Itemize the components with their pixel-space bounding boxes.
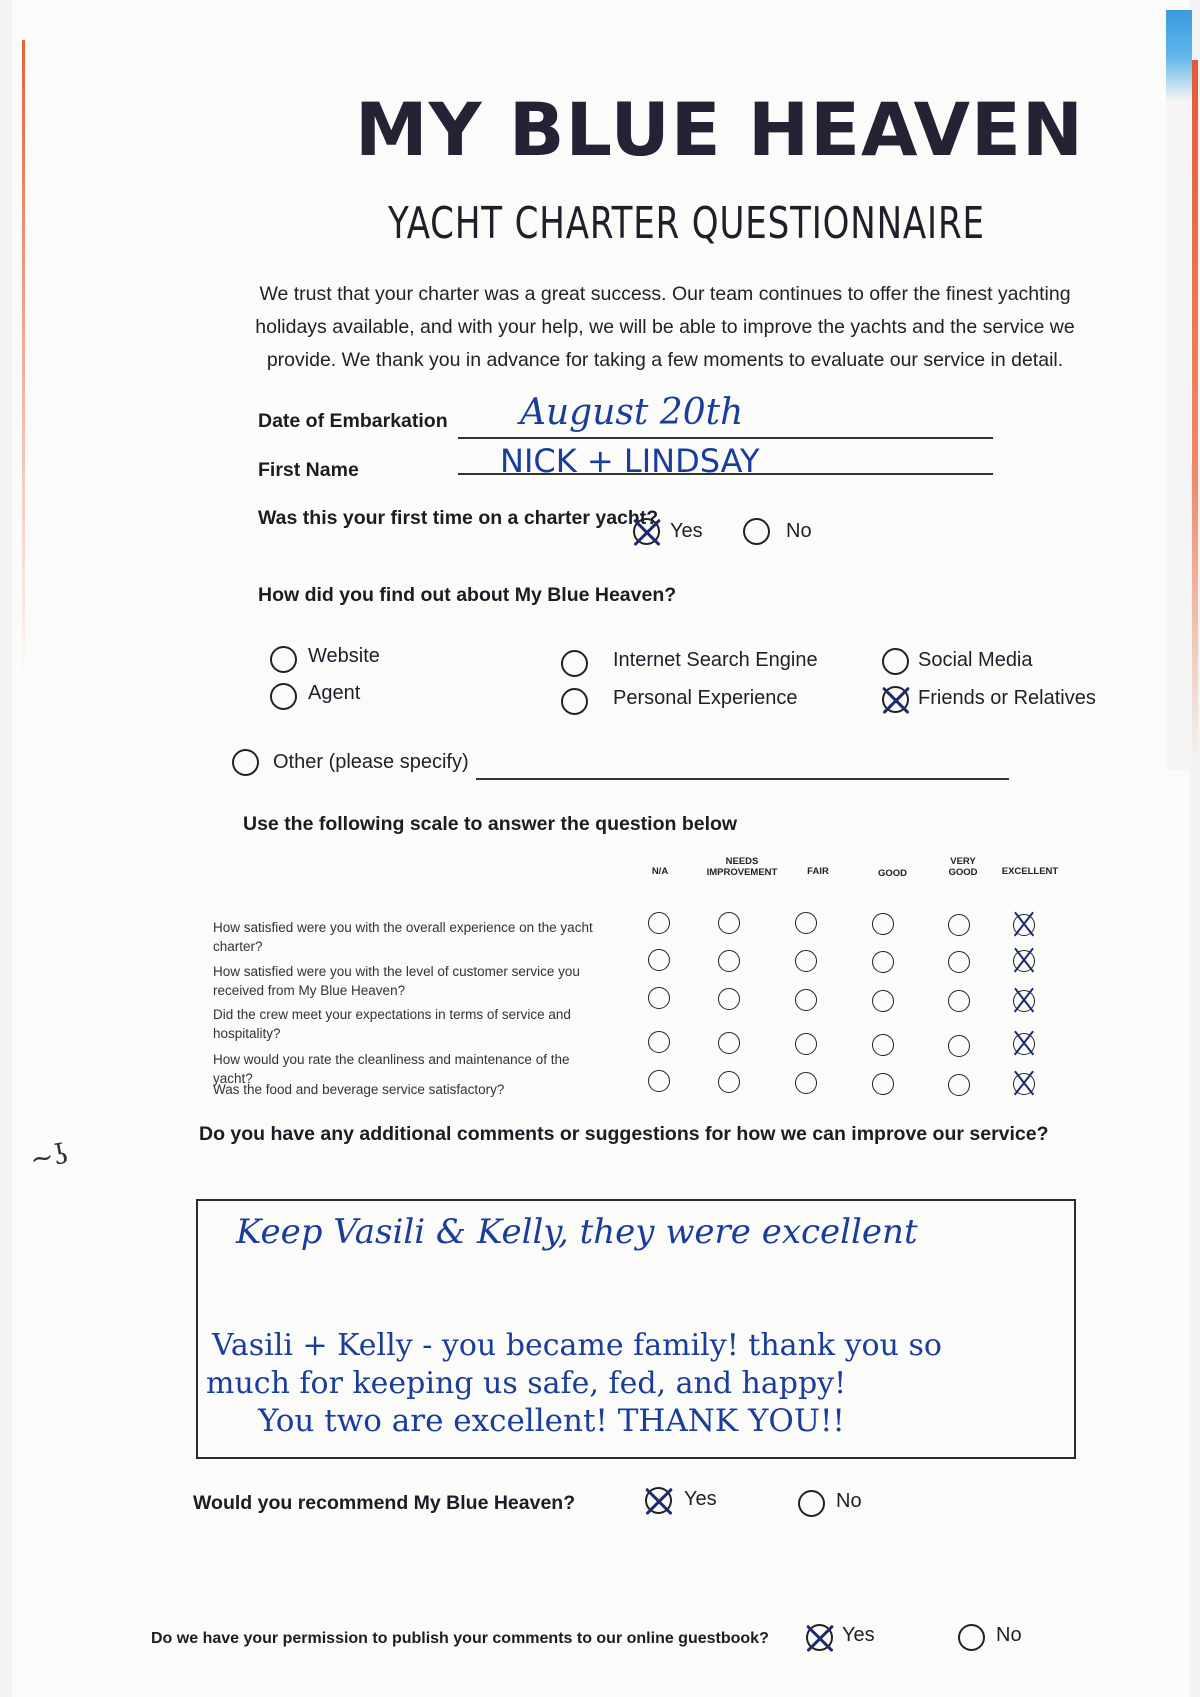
scale-question-4: How would you rate the cleanliness and maintenance of the yacht?: [213, 1052, 570, 1086]
source-website-radio[interactable]: [270, 646, 297, 673]
recommend-no-label: No: [836, 1490, 862, 1512]
first-time-no-radio[interactable]: [743, 518, 770, 545]
page-edge-right: [1166, 10, 1192, 770]
q5-very-good-radio[interactable]: [948, 1074, 970, 1096]
publish-no-label: No: [996, 1624, 1022, 1646]
q3-needs-improvement-radio[interactable]: [718, 988, 740, 1010]
recommend-no-radio[interactable]: [798, 1490, 825, 1517]
first-time-question: Was this your first time on a charter yacht?: [258, 507, 659, 529]
source-social-label: Social Media: [918, 649, 1033, 671]
q3-good-radio[interactable]: [872, 990, 894, 1012]
source-agent-label: Agent: [308, 682, 361, 704]
source-personal-label: Personal Experience: [613, 687, 798, 709]
q2-needs-improvement-radio[interactable]: [718, 950, 740, 972]
scale-header-very-good: VERY GOOD: [948, 856, 978, 878]
source-agent-radio[interactable]: [270, 683, 297, 710]
q3-fair-radio[interactable]: [795, 989, 817, 1011]
margin-scribble: ~ʖ: [27, 1136, 72, 1177]
q2-very-good-radio[interactable]: [948, 951, 970, 973]
publish-yes-label: Yes: [842, 1624, 875, 1646]
recommend-question: Would you recommend My Blue Heaven?: [193, 1492, 576, 1514]
first-time-yes-radio[interactable]: [633, 518, 660, 545]
source-search-radio[interactable]: [561, 650, 588, 677]
source-question: How did you find out about My Blue Heaven?: [258, 584, 677, 606]
publish-yes-radio[interactable]: [806, 1624, 833, 1651]
source-other-label: Other (please specify): [273, 751, 469, 773]
q4-good-radio[interactable]: [872, 1034, 894, 1056]
q1-good-radio[interactable]: [872, 913, 894, 935]
comment-line-4: You two are excellent! THANK YOU!!: [258, 1403, 845, 1439]
name-label: First Name: [258, 459, 359, 481]
q5-needs-improvement-radio[interactable]: [718, 1071, 740, 1093]
page-edge-left: [22, 40, 25, 680]
other-specify-line[interactable]: [476, 778, 1009, 780]
first-time-no-label: No: [786, 520, 812, 542]
q3-na-radio[interactable]: [648, 987, 670, 1009]
scale-question-2: How satisfied were you with the level of customer service you received from My Blue Heaven?: [213, 964, 580, 998]
source-personal-radio[interactable]: [561, 688, 588, 715]
recommend-yes-radio[interactable]: [645, 1487, 672, 1514]
q1-needs-improvement-radio[interactable]: [718, 912, 740, 934]
scale-header-fair: FAIR: [807, 866, 829, 877]
q3-excellent-radio[interactable]: [1013, 990, 1035, 1012]
comment-line-1: Keep Vasili & Kelly, they were excellent: [236, 1212, 918, 1252]
q1-fair-radio[interactable]: [795, 912, 817, 934]
q5-excellent-radio[interactable]: [1013, 1073, 1035, 1095]
q4-excellent-radio[interactable]: [1013, 1033, 1035, 1055]
date-line: [458, 437, 993, 439]
page-edge-red: [1192, 60, 1198, 760]
comment-line-2: Vasili + Kelly - you became family! thank you so: [212, 1328, 942, 1363]
q4-very-good-radio[interactable]: [948, 1035, 970, 1057]
q5-good-radio[interactable]: [872, 1073, 894, 1095]
q1-na-radio[interactable]: [648, 912, 670, 934]
q4-na-radio[interactable]: [648, 1031, 670, 1053]
intro-paragraph: We trust that your charter was a great success. Our team continues to offer the finest yachting holidays available, and with your help, we will be able to improve the yachts and the service we provide. We thank you in advance for taking a few moments to evaluate our service in detail.: [255, 283, 1075, 371]
form-subtitle: YACHT CHARTER QUESTIONNAIRE: [388, 198, 985, 249]
source-social-radio[interactable]: [882, 648, 909, 675]
scale-question-1: How satisfied were you with the overall experience on the yacht charter?: [213, 920, 593, 954]
source-friends-radio[interactable]: [882, 686, 909, 713]
scale-question-5: Was the food and beverage service satisfactory?: [213, 1082, 505, 1097]
q2-na-radio[interactable]: [648, 949, 670, 971]
scale-instruction: Use the following scale to answer the question below: [243, 813, 738, 835]
q1-very-good-radio[interactable]: [948, 914, 970, 936]
comments-question: Do you have any additional comments or suggestions for how we can improve our service?: [199, 1123, 1049, 1145]
q1-excellent-radio[interactable]: [1013, 914, 1035, 936]
first-time-yes-label: Yes: [670, 520, 703, 542]
recommend-yes-label: Yes: [684, 1488, 717, 1510]
source-search-label: Internet Search Engine: [613, 649, 818, 671]
date-field[interactable]: August 20th: [520, 392, 744, 433]
q3-very-good-radio[interactable]: [948, 990, 970, 1012]
q5-na-radio[interactable]: [648, 1070, 670, 1092]
q2-excellent-radio[interactable]: [1013, 950, 1035, 972]
source-website-label: Website: [308, 645, 380, 667]
comment-line-3: much for keeping us safe, fed, and happy!: [206, 1366, 847, 1401]
date-label: Date of Embarkation: [258, 410, 448, 432]
source-friends-label: Friends or Relatives: [918, 687, 1096, 709]
scale-header-good: GOOD: [877, 868, 908, 879]
q4-needs-improvement-radio[interactable]: [718, 1032, 740, 1054]
name-field[interactable]: NICK + LINDSAY: [500, 442, 760, 480]
q2-fair-radio[interactable]: [795, 950, 817, 972]
scale-question-3: Did the crew meet your expectations in terms of service and hospitality?: [213, 1007, 571, 1041]
scale-header-needs-improvement: NEEDS IMPROVEMENT: [706, 856, 778, 878]
scale-header-na: N/A: [651, 866, 669, 877]
q4-fair-radio[interactable]: [795, 1033, 817, 1055]
brand-title: MY BLUE HEAVEN: [355, 88, 1084, 173]
publish-question: Do we have your permission to publish your comments to our online guestbook?: [151, 1630, 769, 1647]
q2-good-radio[interactable]: [872, 951, 894, 973]
scale-header-excellent: EXCELLENT: [1001, 866, 1059, 877]
publish-no-radio[interactable]: [958, 1624, 985, 1651]
q5-fair-radio[interactable]: [795, 1072, 817, 1094]
source-other-radio[interactable]: [232, 749, 259, 776]
